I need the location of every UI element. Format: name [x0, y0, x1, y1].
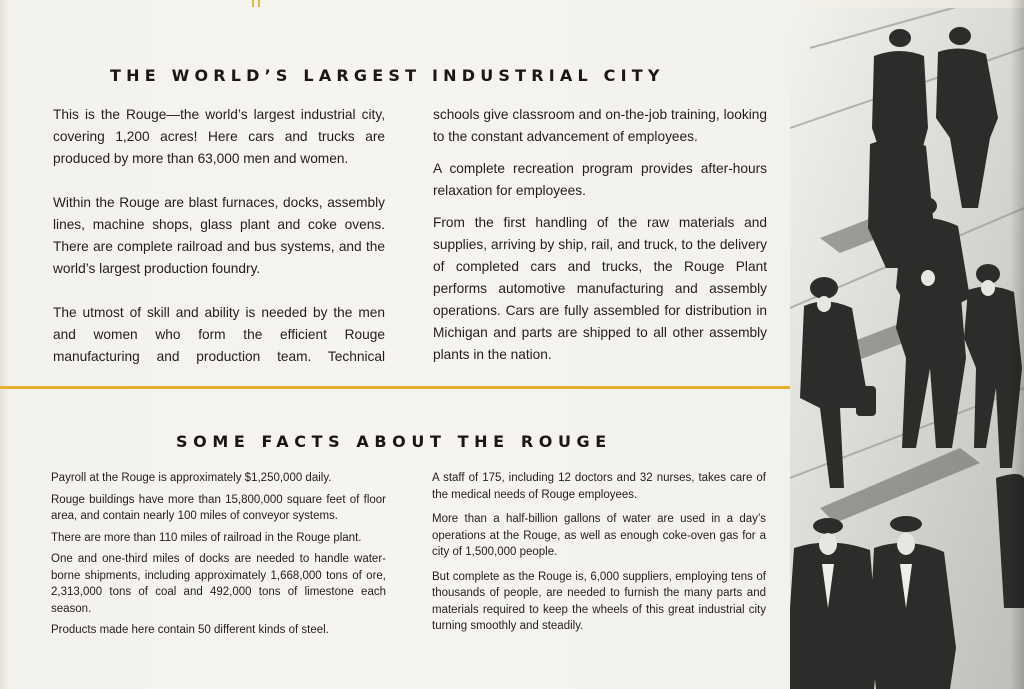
paragraph: Within the Rouge are blast furnaces, docks, assembly lines, machine shops, glass plant and coke ovens. There are complete railroad and bus systems, and the world’s largest production foundry.	[53, 195, 385, 276]
section1-left-column	[53, 104, 385, 368]
page-edge-shadow	[1010, 0, 1024, 689]
paragraph: From the first handling of the raw materials and supplies, arriving by ship, rail, and truck, to the delivery of completed cars and trucks, the Rouge Plant performs automotive manufacturing and assembly operations. Cars are fully assembled for distribution in Michigan and parts are shipped to all other assembly plants in the nation.	[433, 215, 767, 362]
section1-heading: THE WORLD’S LARGEST INDUSTRIAL CITY	[110, 66, 665, 85]
fact-item: Rouge buildings have more than 15,800,000 square feet of floor area, and contain nearly 100 miles of conveyor systems.	[51, 493, 386, 522]
section2-heading: SOME FACTS ABOUT THE ROUGE	[176, 432, 612, 451]
workers-walking-photo	[790, 8, 1024, 689]
fact-item: There are more than 110 miles of railroad in the Rouge plant.	[51, 531, 362, 544]
section2-right-column	[432, 470, 766, 635]
fact-item: Products made here contain 50 different kinds of steel.	[51, 624, 329, 636]
fact-item: More than a half-billion gallons of water are used in a day’s operations at the Rouge, as well as enough coke-oven gas for a city of 1,500,000 people.	[432, 513, 766, 558]
fact-item: A staff of 175, including 12 doctors and 32 nurses, takes care of the medical needs of Rouge employees.	[432, 472, 766, 501]
gold-divider-rule	[0, 386, 812, 389]
fact-item: But complete as the Rouge is, 6,000 suppliers, employing tens of thousands of people, are needed to furnish the many parts and materials required to keep the wheels of this great industrial city turning smoothly and steadily.	[432, 570, 766, 632]
top-edge-mark	[258, 0, 260, 7]
section2-left-column	[51, 470, 386, 639]
section1-right-column	[433, 104, 767, 366]
paragraph: This is the Rouge—the world’s largest industrial city, covering 1,200 acres! Here cars and trucks are produced by more than 63,000 men and women.	[53, 107, 385, 166]
fact-item: Payroll at the Rouge is approximately $1,250,000 daily.	[51, 472, 332, 484]
top-edge-mark	[252, 0, 254, 7]
fact-item: One and one-third miles of docks are needed to handle water-borne shipments, including approximately 1,668,000 tons of ore, 2,313,000 tons of coal and 492,000 tons of limestone each season.	[51, 553, 386, 615]
paragraph: A complete recreation program provides after-hours relaxation for employees.	[433, 161, 767, 198]
paragraph: The utmost of skill and ability is needed by the men and women who form the efficient Rouge manufacturing and production team. Technical	[53, 305, 385, 364]
paragraph: schools give classroom and on-the-job training, looking to the constant advancement of employees.	[433, 107, 767, 144]
